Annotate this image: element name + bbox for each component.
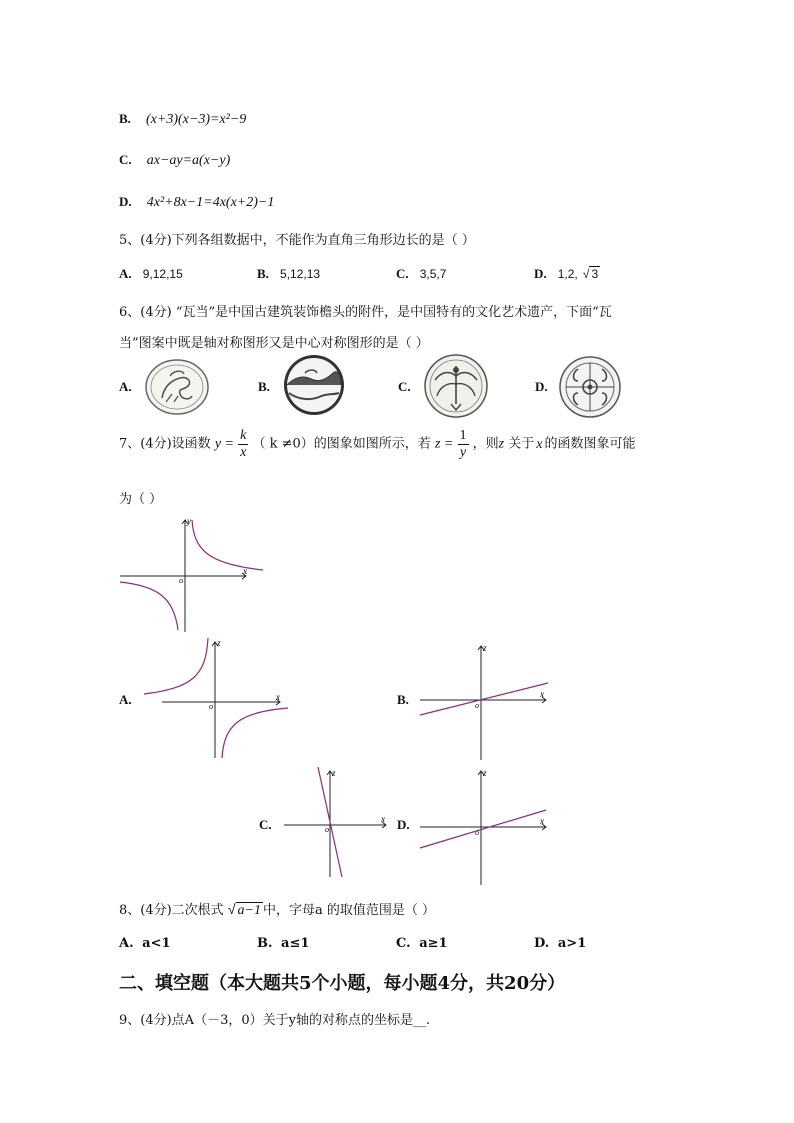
option-label: A. bbox=[119, 266, 132, 281]
sqrt-radicand: 3 bbox=[591, 267, 599, 281]
q7-frac-denominator: y bbox=[459, 445, 467, 460]
option-label: C. bbox=[119, 152, 132, 167]
q8-stem bbox=[119, 899, 435, 919]
q7-about: 关于 bbox=[504, 436, 535, 452]
hyperbola-branch-q2 bbox=[144, 638, 208, 694]
q6-option-d-label: D. bbox=[535, 379, 548, 394]
option-value: a<1 bbox=[142, 936, 171, 951]
q7-condition: （ k ≠0）的图象如图所示，若 bbox=[252, 436, 431, 452]
q7-z-eq: z = bbox=[434, 436, 454, 452]
q7-stem-tail: 的函数图象可能 bbox=[544, 436, 636, 452]
option-value: a≥1 bbox=[419, 936, 448, 951]
q7-frac-denominator: x bbox=[240, 445, 247, 460]
axis-label-z: z bbox=[332, 768, 336, 778]
axis-origin-label: o bbox=[209, 702, 213, 711]
q7-fraction-1-over-y bbox=[458, 428, 469, 461]
q7-frac-numerator: 1 bbox=[459, 428, 467, 443]
axis-origin-label: o bbox=[475, 828, 479, 837]
hyperbola-branch-q3 bbox=[120, 582, 178, 630]
axis-label-x: x bbox=[540, 816, 544, 826]
axis-label-z: z bbox=[217, 638, 221, 648]
q8-stem-pre: 8、(4分)二次根式 bbox=[119, 903, 224, 918]
option-label: A. bbox=[119, 936, 134, 951]
axis-label-y: y bbox=[187, 516, 191, 526]
option-label: C. bbox=[396, 936, 411, 951]
axis-label-x: x bbox=[540, 689, 544, 699]
option-label: D. bbox=[534, 266, 547, 281]
option-label: D. bbox=[119, 194, 132, 209]
q7-option-b-label: B. bbox=[397, 692, 409, 707]
q8-stem-post: 中，字母a 的取值范围是（ ） bbox=[262, 903, 435, 918]
axis-label-z: z bbox=[483, 768, 487, 778]
q7-option-c-graph bbox=[282, 765, 392, 880]
axis-label-x: x bbox=[381, 814, 385, 824]
q6-wadang-c-image bbox=[421, 354, 491, 418]
q7-stem-line1 bbox=[119, 428, 635, 461]
q8-option-a bbox=[119, 936, 171, 951]
q8-option-b bbox=[257, 936, 309, 951]
q7-fraction-k-over-x bbox=[238, 428, 248, 461]
line-graph bbox=[420, 810, 546, 848]
q7-option-d-graph bbox=[418, 767, 550, 887]
axis-origin-label: o bbox=[475, 701, 479, 710]
q5-option-d bbox=[534, 263, 600, 282]
q6-option-b-label: B. bbox=[258, 379, 270, 394]
q5-option-a bbox=[119, 263, 183, 282]
q9-stem: 9、(4分)点A（－3，0）关于y轴的对称点的坐标是__. bbox=[119, 1013, 431, 1028]
q5-option-c bbox=[396, 263, 446, 282]
q7-stem-line2: 为（ ） bbox=[119, 492, 163, 507]
q6-option-a-label: A. bbox=[119, 379, 132, 394]
q6-option-c-label: C. bbox=[398, 379, 411, 394]
option-value: a≤1 bbox=[281, 936, 310, 951]
q8-option-c bbox=[396, 936, 448, 951]
q5-option-b bbox=[257, 263, 320, 282]
q7-given-graph bbox=[118, 514, 268, 634]
option-expression: 4x²+8x−1=4x(x+2)−1 bbox=[146, 195, 275, 210]
sqrt-symbol: √ a−1 bbox=[227, 901, 261, 918]
option-label: C. bbox=[396, 266, 409, 281]
axis-label-x: x bbox=[276, 692, 280, 702]
option-value: a>1 bbox=[557, 936, 587, 951]
q7-option-d-label: D. bbox=[397, 817, 410, 832]
option-label: B. bbox=[119, 111, 131, 126]
q6-stem-line1: 6、(4分) “瓦当”是中国古建筑装饰檐头的附件，是中国特有的文化艺术遗产，下面“瓦 bbox=[119, 305, 612, 320]
option-value: 9,12,15 bbox=[142, 267, 183, 281]
q7-stem-pre: 7、(4分)设函数 bbox=[119, 436, 211, 452]
q6-stem-line2: 当”图案中既是轴对称图形又是中心对称图形的是（ ） bbox=[119, 336, 429, 351]
q7-option-a-graph bbox=[142, 636, 292, 761]
option-value: 3,5,7 bbox=[419, 267, 447, 281]
option-expression: (x+3)(x−3)=x²−9 bbox=[146, 112, 247, 127]
axis-origin-label: o bbox=[325, 825, 329, 834]
q7-x-var: x bbox=[536, 436, 543, 452]
option-label: B. bbox=[257, 936, 273, 951]
axis-label-x: x bbox=[243, 566, 247, 576]
q4-option-b bbox=[119, 108, 246, 128]
section-heading: 二、填空题（本大题共5个小题，每小题4分，共20分） bbox=[119, 973, 566, 994]
q8-option-d bbox=[534, 936, 586, 951]
axis-origin-label: o bbox=[179, 576, 183, 585]
line-graph bbox=[420, 683, 548, 715]
q4-option-d bbox=[119, 191, 274, 211]
hyperbola-branch-q4 bbox=[222, 708, 288, 758]
q7-z-var: z bbox=[498, 436, 505, 452]
q6-wadang-d-image bbox=[558, 355, 622, 419]
axis-label-z: z bbox=[483, 643, 487, 653]
option-expression: ax−ay=a(x−y) bbox=[146, 153, 231, 168]
q7-y-eq: y = bbox=[214, 436, 234, 452]
q7-option-c-label: C. bbox=[259, 817, 272, 832]
q7-option-a-label: A. bbox=[119, 692, 132, 707]
sqrt-symbol: √ 3 bbox=[582, 267, 599, 281]
q4-option-c bbox=[119, 149, 230, 169]
q5-stem: 5、(4分)下列各组数据中，不能作为直角三角形边长的是（ ） bbox=[119, 233, 475, 248]
q7-stem-post: ，则 bbox=[472, 436, 499, 452]
q7-frac-numerator: k bbox=[240, 428, 247, 443]
q8-radicand: a−1 bbox=[237, 903, 261, 918]
q6-wadang-a-image bbox=[144, 358, 210, 416]
option-label: B. bbox=[257, 266, 269, 281]
q7-option-b-graph bbox=[418, 642, 550, 762]
hyperbola-branch-q1 bbox=[192, 520, 263, 570]
q6-wadang-b-image bbox=[281, 355, 347, 415]
option-value: 5,12,13 bbox=[280, 267, 321, 281]
option-value: 1,2, bbox=[557, 267, 578, 281]
option-label: D. bbox=[534, 936, 550, 951]
